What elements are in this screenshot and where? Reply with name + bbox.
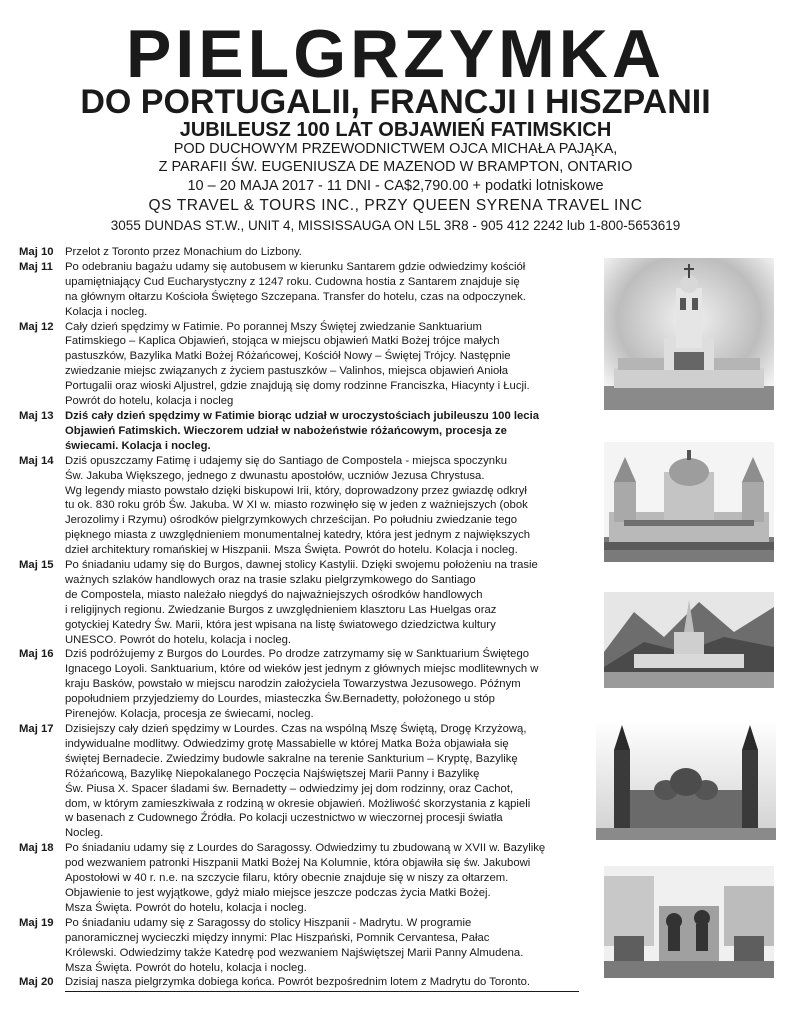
jubilee-heading: JUBILEUSZ 100 LAT OBJAWIEŃ FATIMSKICH: [179, 119, 612, 141]
day-date: Maj 20: [19, 976, 54, 989]
itinerary-day: [19, 722, 579, 841]
itinerary-day: [19, 558, 579, 647]
day-date: Maj 15: [19, 559, 54, 572]
madrid-cervantes-monument-photo: [604, 866, 774, 978]
parish-line: Z PARAFII ŚW. EUGENIUSZA DE MAZENOD W BRAMPTON, ONTARIO: [158, 159, 633, 175]
itinerary-day: [19, 454, 579, 558]
itinerary-day: [19, 260, 579, 320]
day-description: Dzisiaj nasza pielgrzymka dobiega końca. Powrót bezpośrednim lotem z Madrytu do Toronto.: [65, 975, 579, 992]
dates-price-line: 10 – 20 MAJA 2017 - 11 DNI - CA$2,790.00 + podatki lotniskowe: [187, 178, 604, 194]
itinerary: [19, 245, 579, 992]
day-description: Po odebraniu bagażu udamy się autobusem w kierunku Santarem gdzie odwiedzimy kościół upamiętniający Cud Eucharystyczny z 1247 roku. Cudowna hostia z Santarem znajduje się na głównym ołtarzu Kościoła Świętego Szczepana. Transfer do hotelu, czas na odpoczynek. Kolacja i nocleg.: [65, 260, 526, 318]
agency-line: QS TRAVEL & TOURS INC., PRZY QUEEN SYRENA TRAVEL INC: [148, 197, 643, 214]
day-date: Maj 14: [19, 454, 54, 467]
day-description: Dziś podróżujemy z Burgos do Lourdes. Po drodze zatrzymamy się w Sanktuarium Świętego Ignacego Loyoli. Sanktuarium, które od wieków jest jednym z głównych miejsc modlitewnych w kraju Basków, powstało w miejscu narodzin założyciela Towarzystwa Jezusowego. Późnym popołudniem przyjedziemy do Lourdes, miasteczka Św.Bernadetty, położonego u stóp Pirenejów. Kolacja, procesja ze świecami, nocleg.: [65, 648, 539, 721]
itinerary-day: [19, 975, 579, 992]
address-line: 3055 DUNDAS ST.W., UNIT 4, MISSISSAUGA ON L5L 3R8 - 905 412 2242 lub 1-800-5653619: [110, 218, 681, 233]
day-description: Przelot z Toronto przez Monachium do Lizbony.: [65, 246, 302, 258]
itinerary-day: [19, 409, 579, 454]
day-date: Maj 11: [19, 260, 53, 273]
day-description: Dzisiejszy cały dzień spędzimy w Lourdes. Czas na wspólną Mszę Świętą, Drogę Krzyżową, indywidualne modlitwy. Odwiedzimy grotę Massabielle w której Matka Boża objawiała się świętej Bernadecie. Zwiedzimy budowle sakralne na terenie Sankturium – Kryptę, Bazylikę Różańcową, Bazylikę Niepokalanego Poczęcia Najświętszej Marii Panny i Bazylikę Św. Piusa X. Spacer śladami św. Bernadetty – odwiedzimy jej dom rodzinny, oraz Cachot, dom, w którym zamieszkiwała z rodziną w okresie objawień. Możliwość skorzystania z kąpieli w basenach z Cudownego Źródła. Po kolacji uczestnictwo w wieczornej procesji światła Nocleg.: [65, 723, 531, 840]
day-date: Maj 16: [19, 648, 54, 661]
page-subtitle: DO PORTUGALII, FRANCJI I HISZPANII: [80, 83, 711, 121]
spiritual-guide-line: POD DUCHOWYM PRZEWODNICTWEM OJCA MICHAŁA PAJĄKA,: [173, 141, 618, 157]
fatima-basilica-photo: [604, 258, 774, 410]
itinerary-day: [19, 320, 579, 409]
day-date: Maj 10: [19, 246, 54, 258]
lourdes-sanctuary-photo: [604, 592, 774, 688]
itinerary-day: [19, 841, 579, 916]
itinerary-day: [19, 916, 579, 976]
day-description: Po śniadaniu udamy się z Lourdes do Saragossy. Odwiedzimy tu zbudowaną w XVII w. Bazylikę pod wezwaniem patronki Hiszpanii Matki Bożej Na Kolumnie, która objawiła się św. Jakubowi Apostołowi w 40 r. n.e. na szczycie filaru, który obecnie znajduje się w niszy za ołtarzem. Objawienie to jest wyjątkowe, gdyż miało miejsce jeszcze podczas życia Matki Bożej. Msza Święta. Powrót do hotelu, kolacja i nocleg.: [65, 842, 546, 914]
day-description: Po śniadaniu udamy się z Saragossy do stolicy Hiszpanii - Madrytu. W programie panoramicznej wycieczki między innymi: Plac Hiszpański, Pomnik Cervantesa, Pałac Królewski. Odwiedzimy także Katedrę pod wezwaniem Najświętszej Marii Panny Almudena. Msza Święta. Powrót do hotelu, kolacja i nocleg.: [65, 916, 524, 974]
itinerary-day: [19, 245, 579, 260]
day-date: Maj 19: [19, 916, 54, 929]
day-date: Maj 13: [19, 409, 54, 422]
day-description: Cały dzień spędzimy w Fatimie. Po porannej Mszy Świętej zwiedzanie Sanktuarium Fatimskiego – Kaplica Objawień, stojąca w miejscu objawień Matki Bożej trójce małych pastuszków, Bazylika Matki Bożej Różańcowej, Kościół Nowy – Świętej Trójcy. Następnie zwiedzanie miejsc związanych z życiem pastuszków – Valinhos, miejsca objawień Anioła Portugalii oraz wioski Aljustrel, gdzie znajdują się domy rodzinne Franciszka, Hiacynty i Łucji. Powrót do hotelu, kolacja i nocleg: [65, 320, 530, 408]
day-date: Maj 18: [19, 842, 54, 855]
page-title: PIELGRZYMKA: [126, 16, 665, 92]
itinerary-day: [19, 647, 579, 722]
day-date: Maj 17: [19, 723, 54, 735]
santiago-cathedral-photo: [604, 442, 774, 562]
day-description: Dziś opuszczamy Fatimę i udajemy się do Santiago de Compostela - miejsca spoczynku Św. Jakuba Większego, jednego z dwunastu apostołów, uczniów Jezusa Chrystusa. Wg legendy miasto powstało dzięki biskupowi Irii, który, doprowadzony przez gwiazdę odkrył tu ok. 830 roku grób Św. Jakuba. W XI w. miasto rozwinęło się w jeden z ważniejszych (obok Jerozolimy i Rzymu) ośrodków pielgrzymkowych chrześcijan. Po południu zwiedzanie tego pięknego miasta z uwzględnieniem monumentalnej katedry, która jest jednym z największych dzieł architektury romańskiej w Hiszpanii. Msza Święta. Powrót do hotelu. Kolacja i nocleg.: [65, 454, 531, 557]
zaragoza-basilica-photo: [596, 720, 776, 840]
day-description: Po śniadaniu udamy się do Burgos, dawnej stolicy Kastylii. Dzięki swojemu położeniu na trasie ważnych szlaków handlowych oraz na trasie szlaku pielgrzymkowego do Santiago de Compostela, miasto należało niegdyś do najważniejszych ośrodków handlowych i religijnych regionu. Zwiedzanie Burgos z uwzględnieniem klasztoru Las Huelgas oraz gotyckiej Katedry Św. Marii, która jest wpisana na listę światowego dziedzictwa kultury UNESCO. Powrót do hotelu, kolacja i nocleg.: [65, 559, 538, 646]
day-description: Dziś cały dzień spędzimy w Fatimie biorąc udział w uroczystościach jubileuszu 100 lecia Objawień Fatimskich. Wieczorem udział w nabożeństwie różańcowym, procesja ze świecami. Kolacja i nocleg.: [65, 409, 540, 452]
day-date: Maj 12: [19, 320, 54, 333]
